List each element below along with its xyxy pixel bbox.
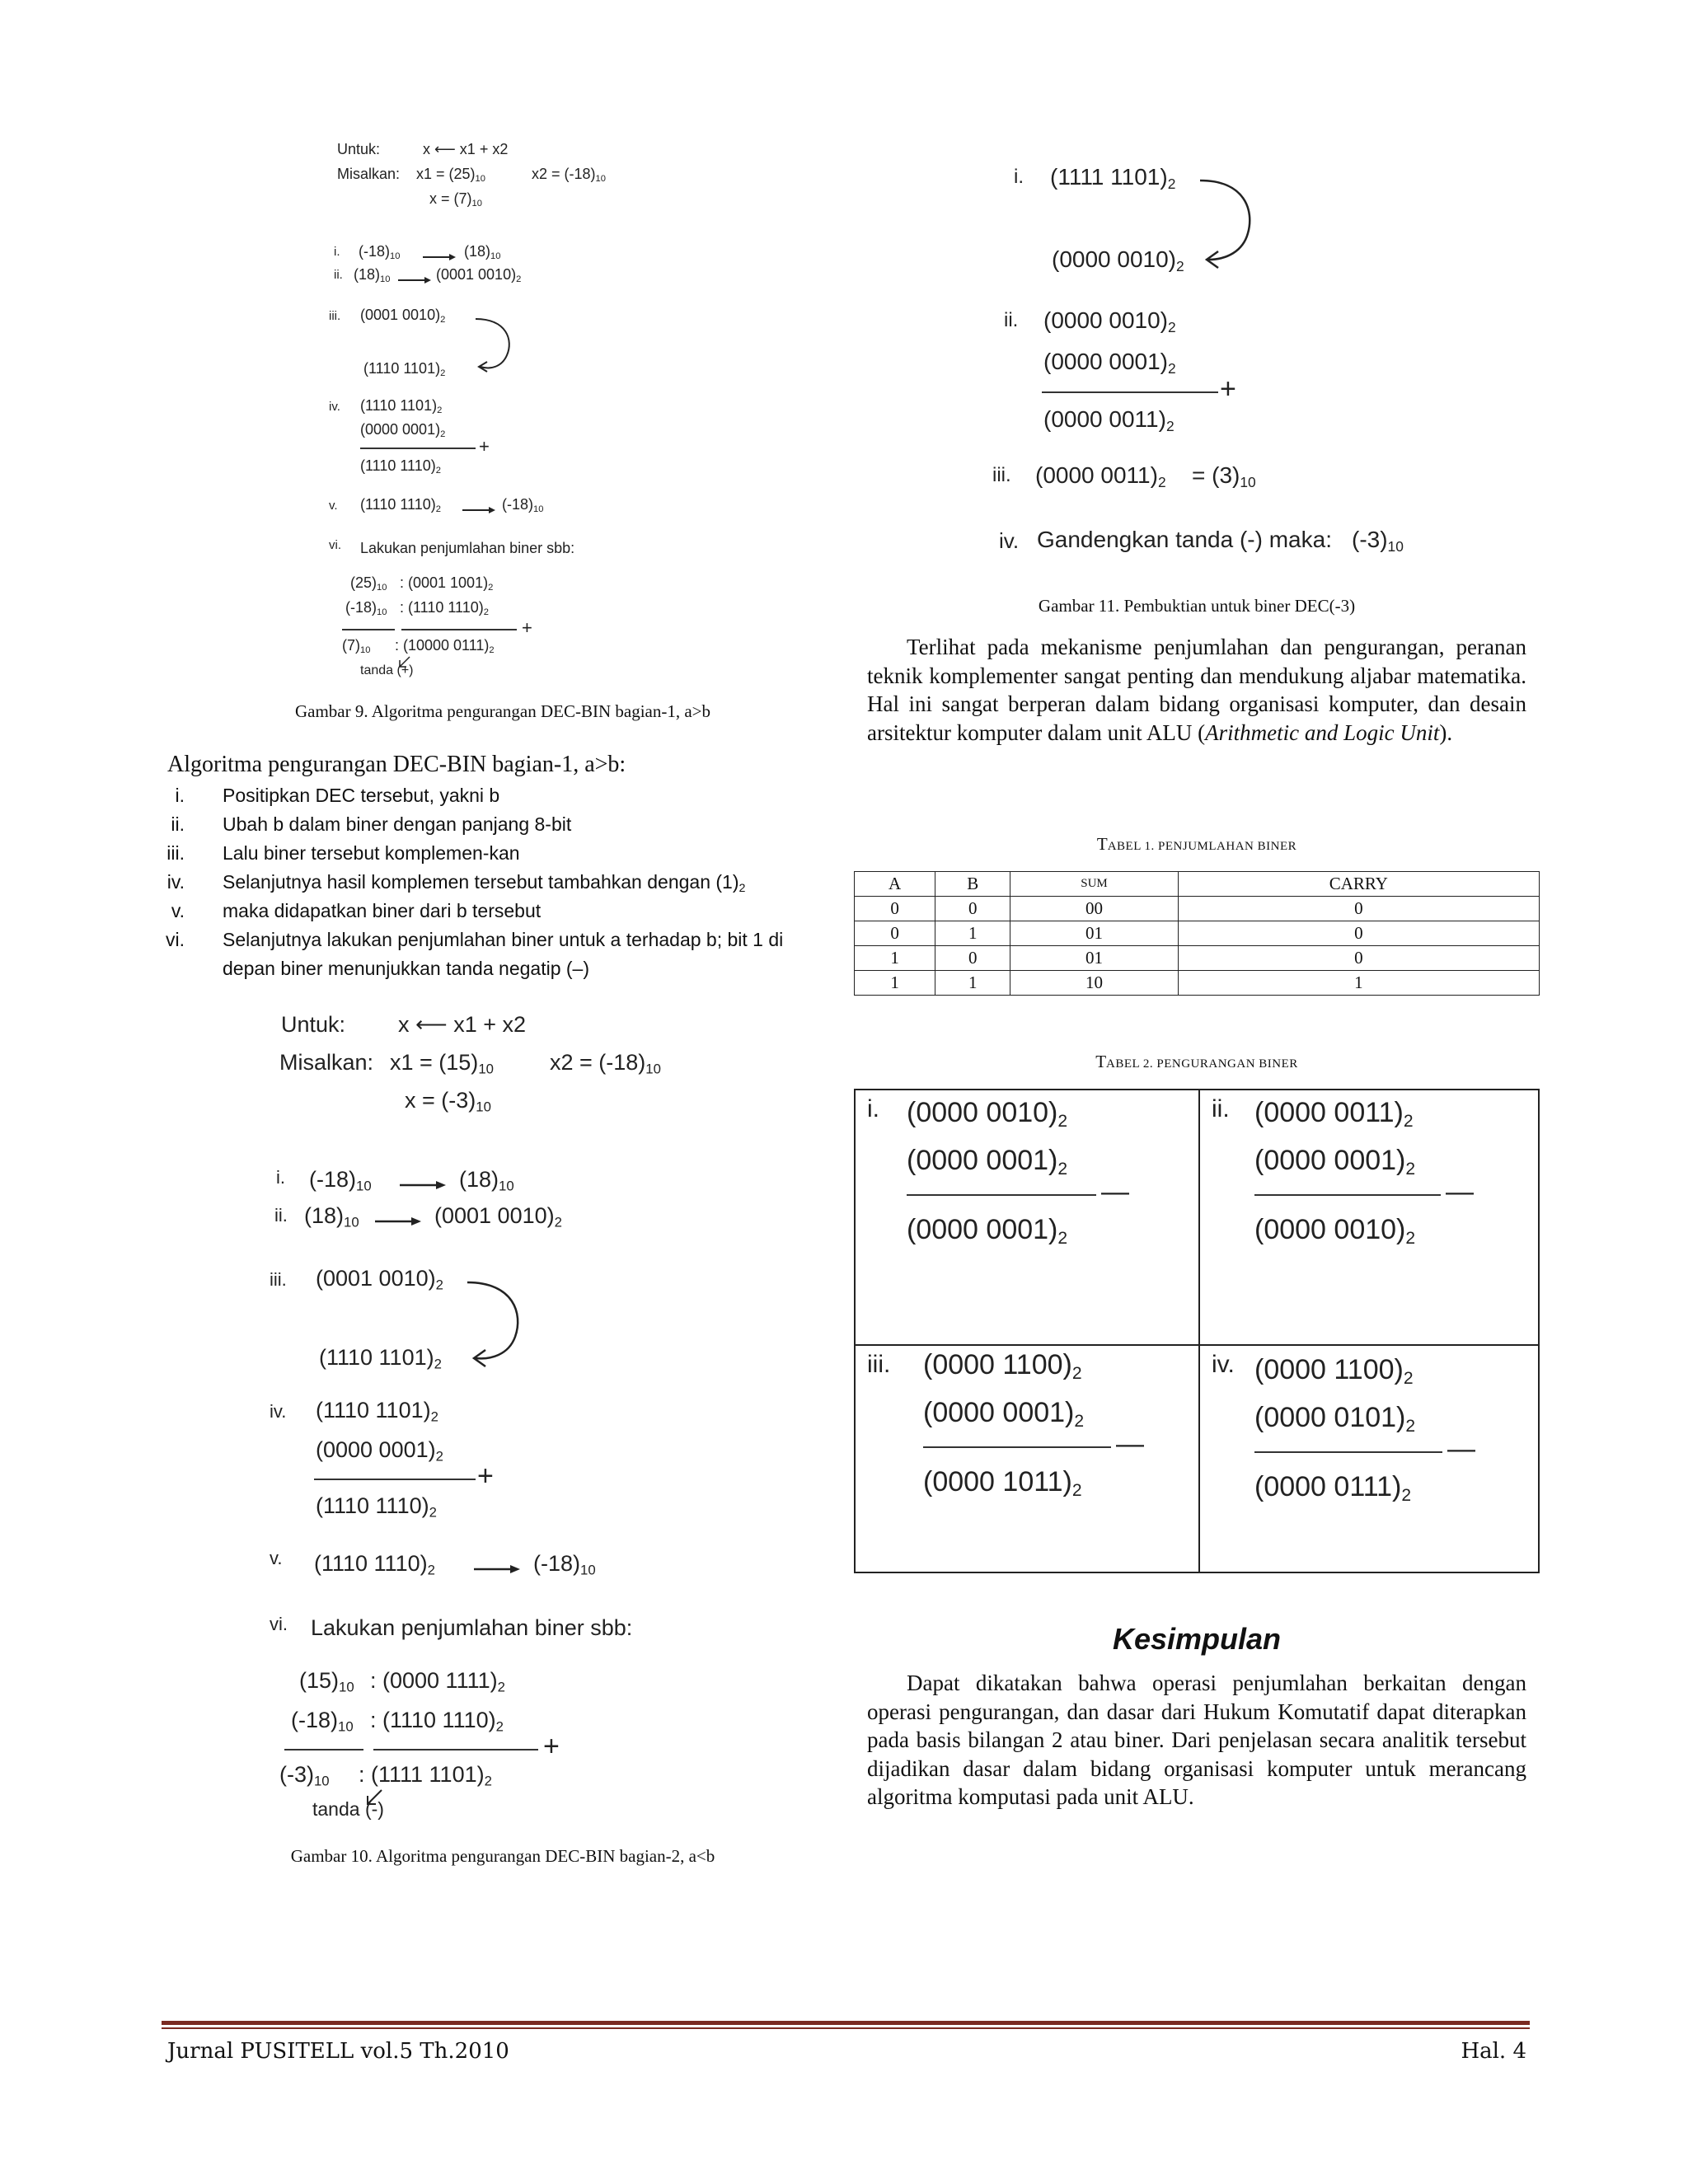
- table-cell: 1: [935, 971, 1010, 996]
- subtrahend: (0000 $0001)_2$: [907, 1145, 1068, 1179]
- sum-row3-bin: : (1111 $1101)_2$: [359, 1762, 492, 1789]
- step-iv-c: (1110 $1110)_2$: [360, 457, 441, 476]
- footer-rule: [162, 2027, 1530, 2029]
- table-1-title: TABEL 1. PENJUMLAHAN BINER: [1096, 834, 1297, 854]
- list-item: vi. Selanjutnya lakukan penjumlahan biner untuk a terhadap b; bit 1 di depan biner menunjukkan tanda negatip (–): [166, 929, 784, 979]
- column-header: SUM: [1010, 872, 1178, 897]
- untuk-expression: x ⟵ x1 + x2: [423, 141, 509, 157]
- x-value: $x = (7)_{10}$: [429, 190, 482, 209]
- untuk-label: Untuk:: [337, 141, 381, 157]
- section-heading: Kesimpulan: [1112, 1622, 1282, 1656]
- step-iii-a: (0001 $0010)_2$: [360, 307, 446, 326]
- step-ii-a: (0000 $0010)_2$: [1043, 307, 1176, 335]
- x2-value: $x2 = (-18)_{10}$: [532, 166, 606, 185]
- x2-value: $x2 = (-18)_{10}$: [550, 1050, 661, 1077]
- list-item: ii. Ubah b dalam biner dengan panjang 8-bit: [171, 813, 572, 835]
- column-header: CARRY: [1178, 872, 1539, 897]
- table-cell: 0: [935, 946, 1010, 971]
- sum-rule: [1042, 391, 1218, 393]
- minus-sign: —: [1116, 1428, 1144, 1460]
- step-i-to: $(18)_{10}$: [459, 1167, 514, 1194]
- table-cell: 01: [1010, 946, 1178, 971]
- plus-sign: +: [1220, 373, 1236, 405]
- step-ii-c: (0000 $0011)_2$: [1043, 406, 1175, 434]
- arrow-right-icon: [474, 1564, 520, 1574]
- arrow-right-icon: [423, 253, 456, 261]
- arrow-right-icon: [400, 1180, 446, 1190]
- curved-arrow-icon: [466, 1277, 532, 1368]
- difference: (0000 $0010)_2$: [1254, 1214, 1416, 1248]
- step-iv-c: (1110 $1110)_2$: [316, 1493, 437, 1521]
- subtraction-rule: [1254, 1194, 1441, 1196]
- step-ii-from: $(18)_{10}$: [354, 266, 391, 285]
- step-ii-to: (0001 $0010)_2$: [434, 1203, 562, 1230]
- list-item: iv. Selanjutnya hasil komplemen tersebut tambahkan dengan $(1)_2$: [166, 871, 746, 895]
- step-i-from: $(-18)_{10}$: [359, 243, 401, 262]
- sum-row1-bin: : (0001 $1001)_2$: [400, 574, 494, 593]
- plus-sign: +: [522, 617, 532, 638]
- cell-label: iv.: [1212, 1351, 1235, 1378]
- conclusion-paragraph: Dapat dikatakan bahwa operasi penjumlahan berkaitan dengan operasi pengurangan, dan dasar dari Hukum Komutatif dapat diterapkan pada basis bilangan 2 atau biner. Dari penjelasan secara analitik tersebut dijadikan dasar dalam bidang organisasi komputer untuk merancang algoritma komputasi pada unit ALU.: [867, 1671, 1526, 1809]
- step-i-label: i.: [276, 1167, 285, 1188]
- table-cell: 1: [855, 971, 935, 996]
- figure-9: [326, 136, 672, 688]
- tanda-note: tanda (-): [312, 1798, 384, 1820]
- subtraction-rule: [1254, 1451, 1442, 1453]
- sum-row3-dec: $(7)_{10}$: [342, 637, 371, 656]
- step-vi-text: Lakukan penjumlahan biner sbb:: [311, 1615, 633, 1640]
- step-iv-a: (1110 $1101)_2$: [316, 1398, 438, 1425]
- table-row: [855, 971, 1540, 996]
- misalkan-label: Misalkan:: [279, 1050, 374, 1075]
- minuend: (0000 $0010)_2$: [907, 1097, 1068, 1131]
- difference: (0000 $0111)_2$: [1254, 1471, 1412, 1505]
- sum-rule-left: [284, 1749, 363, 1750]
- cell-label: ii.: [1212, 1095, 1230, 1122]
- subtrahend: (0000 $0001)_2$: [923, 1397, 1085, 1431]
- plus-sign: +: [543, 1731, 560, 1762]
- sum-rule-left: [342, 629, 395, 630]
- cell-label: iii.: [867, 1351, 891, 1378]
- step-i-from: $(-18)_{10}$: [309, 1167, 372, 1194]
- arrow-right-icon: [398, 276, 431, 284]
- x1-value: $x1 = (15)_{10}$: [390, 1050, 494, 1077]
- tanda-note: tanda (+): [360, 663, 414, 677]
- list-item: v. maka didapatkan biner dari b tersebut: [171, 900, 542, 921]
- figure-10-caption: Gambar 10. Algoritma pengurangan DEC-BIN bagian-2, a<b: [290, 1846, 715, 1866]
- sum-row1-dec: $(25)_{10}$: [350, 574, 387, 593]
- column-header: A: [855, 872, 935, 897]
- step-iii-label: iii.: [992, 464, 1011, 486]
- x-value: $x = (-3)_{10}$: [405, 1088, 491, 1115]
- sum-row1-bin: : (0000 $1111)_2$: [370, 1668, 505, 1695]
- step-iv-label: iv.: [270, 1401, 287, 1422]
- arrow-right-icon: [375, 1216, 421, 1226]
- sum-row3-bin: : (10000 $0111)_2$: [395, 637, 495, 656]
- subtrahend: (0000 $0101)_2$: [1254, 1402, 1416, 1436]
- body-paragraph: Terlihat pada mekanisme penjumlahan dan pengurangan, peranan teknik komplementer sangat penting dan mendukung aljabar matematika. Hal ini sangat berperan dalam bidang organisasi komputer, dan desain arsitektur komputer dalam unit ALU (Arithmetic and Logic Unit).: [867, 635, 1526, 745]
- minus-sign: —: [1447, 1433, 1475, 1465]
- sum-rule-right: [373, 1749, 538, 1750]
- untuk-expression: x ⟵ x1 + x2: [398, 1012, 527, 1037]
- figure-11-caption: Gambar 11. Pembuktian untuk biner DEC(-3): [1038, 596, 1356, 616]
- sum-rule-right: [401, 629, 517, 630]
- untuk-label: Untuk:: [281, 1012, 346, 1037]
- table-cell: 00: [1010, 897, 1178, 921]
- minuend: (0000 $1100)_2$: [923, 1349, 1082, 1383]
- sum-row2-dec: $(-18)_{10}$: [291, 1708, 354, 1735]
- page-number: Hal. 4: [1461, 2039, 1526, 2064]
- journal-name: Jurnal PUSITELL vol.5 Th.2010: [167, 2039, 509, 2064]
- misalkan-label: Misalkan:: [337, 166, 401, 182]
- cell-label: i.: [867, 1095, 879, 1122]
- algorithm-steps: [132, 781, 832, 983]
- step-iv-label: iv.: [999, 528, 1020, 553]
- step-i-to: $(18)_{10}$: [464, 243, 501, 262]
- table-cell: 10: [1010, 971, 1178, 996]
- plus-sign: +: [479, 436, 490, 457]
- table-cell: 01: [1010, 921, 1178, 946]
- sum-row2-dec: $(-18)_{10}$: [345, 599, 387, 618]
- subtraction-rule: [923, 1446, 1111, 1448]
- step-iv-b: (0000 $0001)_2$: [316, 1437, 443, 1465]
- table-1: [854, 871, 1540, 996]
- table-2-title: TABEL 2. PENGURANGAN BINER: [1095, 1052, 1298, 1071]
- minuend: (0000 $0011)_2$: [1254, 1097, 1414, 1131]
- table-cell: 0: [1178, 946, 1539, 971]
- table-cell-iii: [856, 1346, 1193, 1572]
- x1-value: $x1 = (25)_{10}$: [416, 166, 485, 185]
- table-cell: 0: [1178, 921, 1539, 946]
- step-iii-a: (0000 $0011)_2$: [1035, 462, 1166, 490]
- step-iv-label: iv.: [329, 400, 340, 414]
- step-i-label: i.: [334, 245, 340, 259]
- table-cell: 1: [935, 921, 1010, 946]
- figure-10: [268, 1005, 729, 1821]
- table-row: [855, 921, 1540, 946]
- step-i-b: (0000 $0010)_2$: [1052, 246, 1184, 274]
- minus-sign: —: [1446, 1176, 1474, 1207]
- step-iii-b: (1110 $1101)_2$: [319, 1345, 442, 1372]
- step-iv-a: (1110 $1101)_2$: [360, 397, 443, 416]
- sum-row2-bin: : (1110 $1110)_2$: [400, 599, 489, 618]
- column-header: B: [935, 872, 1010, 897]
- table-header-row: [855, 872, 1540, 897]
- step-v-to: $(-18)_{10}$: [502, 496, 544, 515]
- subtrahend: (0000 $0001)_2$: [1254, 1145, 1416, 1179]
- step-iii-a: (0001 $0010)_2$: [316, 1266, 443, 1293]
- curved-arrow-icon: [1198, 176, 1256, 266]
- arrow-right-icon: [462, 506, 495, 514]
- step-ii-to: (0001 $0010)_2$: [436, 266, 522, 285]
- step-ii-from: $(18)_{10}$: [304, 1203, 359, 1230]
- step-v-label: v.: [329, 499, 338, 513]
- step-iii-label: iii.: [329, 309, 341, 323]
- step-iv-val: $(-3)_{10}$: [1352, 527, 1404, 555]
- step-i-a: (1111 $1101)_2$: [1050, 164, 1176, 192]
- list-item: i. Positipkan DEC tersebut, yakni b: [175, 785, 500, 806]
- step-ii-b: (0000 $0001)_2$: [1043, 349, 1176, 377]
- sum-row2-bin: : (1110 $1110)_2$: [370, 1708, 504, 1735]
- step-vi-label: vi.: [329, 538, 341, 552]
- sum-row1-dec: $(15)_{10}$: [299, 1668, 354, 1695]
- table-cell-iv: [1200, 1346, 1538, 1572]
- step-i-label: i.: [1014, 166, 1024, 188]
- step-iv-text: Gandengkan tanda (-) maka:: [1037, 527, 1332, 552]
- table-cell: 0: [855, 897, 935, 921]
- subtraction-rule: [907, 1194, 1096, 1196]
- plus-sign: +: [477, 1460, 494, 1492]
- step-v-to: $(-18)_{10}$: [533, 1551, 596, 1578]
- sum-rule: [314, 1479, 476, 1480]
- step-ii-label: ii.: [1004, 309, 1019, 331]
- step-v-from: (1110 $1110)_2$: [360, 496, 441, 515]
- footer-rule: [162, 2021, 1530, 2025]
- table-cell: 1: [855, 946, 935, 971]
- table-cell: 1: [1178, 971, 1539, 996]
- minus-sign: —: [1101, 1176, 1129, 1207]
- step-iii-b: (1110 $1101)_2$: [363, 360, 446, 379]
- step-iv-b: (0000 $0001)_2$: [360, 421, 446, 440]
- step-ii-label: ii.: [274, 1205, 288, 1226]
- table-row: [855, 897, 1540, 921]
- table-cell-ii: [1200, 1090, 1538, 1343]
- list-item: iii. Lalu biner tersebut komplemen-kan: [166, 842, 520, 864]
- table-row: [855, 946, 1540, 971]
- step-iii-eq: = $(3)_{10}$: [1192, 462, 1256, 490]
- minuend: (0000 $1100)_2$: [1254, 1354, 1414, 1388]
- table-cell: 0: [1178, 897, 1539, 921]
- algorithm-title: Algoritma pengurangan DEC-BIN bagian-1, a>b:: [167, 752, 626, 777]
- sum-row3-dec: $(-3)_{10}$: [279, 1762, 330, 1789]
- curved-arrow-icon: [474, 316, 515, 373]
- figure-9-caption: Gambar 9. Algoritma pengurangan DEC-BIN bagian-1, a>b: [294, 701, 711, 721]
- table-cell: 0: [935, 897, 1010, 921]
- step-v-from: (1110 $1110)_2$: [314, 1551, 435, 1578]
- step-vi-text: Lakukan penjumlahan biner sbb:: [360, 540, 575, 556]
- step-iii-label: iii.: [270, 1269, 287, 1290]
- step-ii-label: ii.: [334, 268, 343, 282]
- table-2: [854, 1089, 1540, 1573]
- sum-rule: [360, 448, 476, 449]
- difference: (0000 $1011)_2$: [923, 1466, 1082, 1500]
- step-v-label: v.: [270, 1548, 283, 1568]
- step-vi-label: vi.: [270, 1614, 288, 1634]
- figure-11: [989, 161, 1451, 573]
- table-cell: 0: [855, 921, 935, 946]
- table-cell-i: [856, 1090, 1193, 1343]
- difference: (0000 $0001)_2$: [907, 1214, 1068, 1248]
